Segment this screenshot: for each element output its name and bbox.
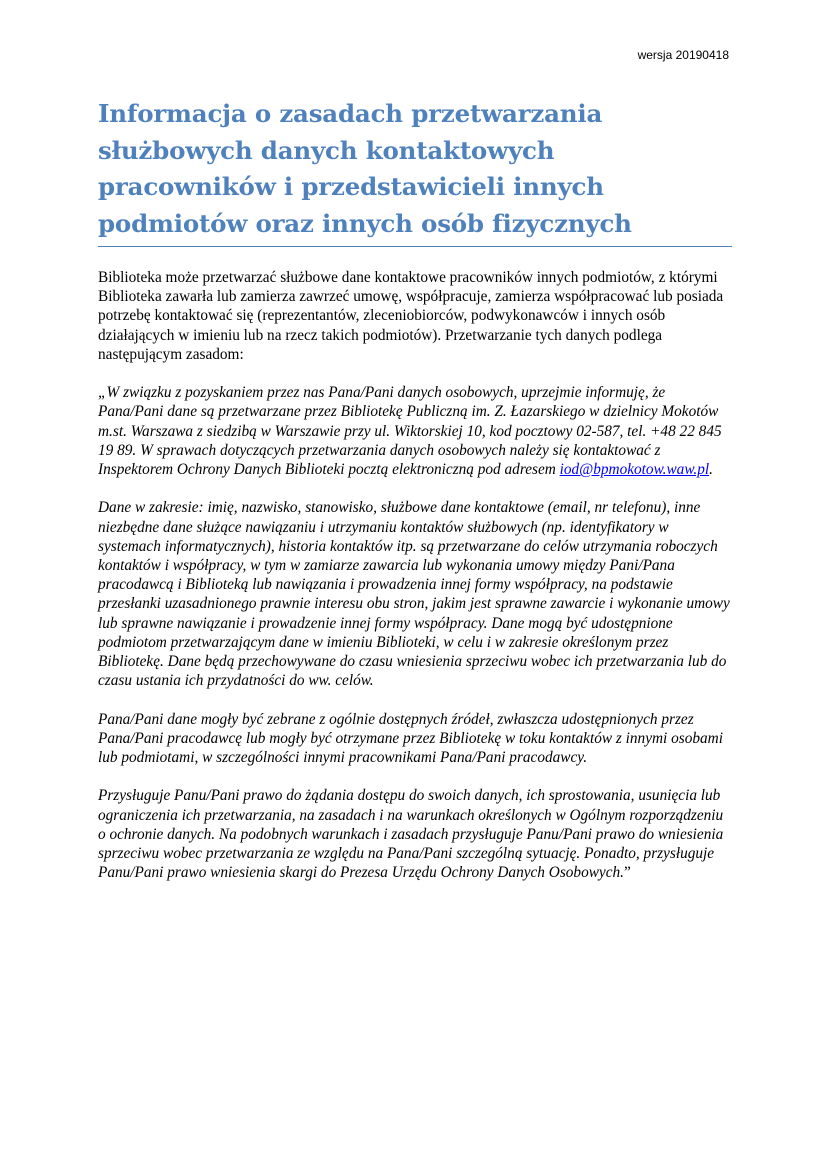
clause-rights-text: Przysługuje Panu/Pani prawo do żądania dostępu do swoich danych, ich sprostowania, usunięcia lub ograniczenia ich przetwarzania, na zasadach i na warunkach określonych w Ogólnym rozporządzeniu o ochronie danych. Na podobnych warunkach i zasadach przysługuje Panu/Pani prawo do wniesienia sprzeciwu wobec przetwarzania ze względu na Pana/Pani szczególną sytuację. Ponadto, przysługuje Panu/Pani prawo wniesienia skargi do Prezesa Urzędu Ochrony Danych Osobowych. xyxy=(98,787,724,882)
clause-data-scope: Dane w zakresie: imię, nazwisko, stanowisko, służbowe dane kontaktowe (email, nr telefonu), inne niezbędne dane służące nawiązaniu i utrzymaniu kontaktów służbowych (np. identyfikatory w systemach informatycznych), historia kontaktów itp. są przetwarzane do celów utrzymania roboczych kontaktów i współpracy, w tym w zamiarze zawarcia lub wykonania umowy między Pani/Pana pracodawcą i Biblioteką lub nawiązania i prowadzenia innej formy współpracy, na podstawie przesłanki uzasadnionego prawnie interesu obu stron, jakim jest sprawne zawarcie i wykonanie umowy lub sprawne nawiązanie i prowadzenie innej formy współpracy. Dane mogą być udostępnione podmiotom przetwarzającym dane w imieniu Biblioteki, w celu i w zakresie określonym przez Bibliotekę. Dane będą przechowywane do czasu wniesienia sprzeciwu wobec ich przetwarzania lub do czasu ustania ich przydatności do ww. celów. xyxy=(98,499,730,690)
closing-quote: ” xyxy=(623,864,631,882)
clause-controller-info xyxy=(98,383,734,479)
version-label: wersja 20190418 xyxy=(637,48,729,62)
clause-controller-text: „W związku z pozyskaniem przez nas Pana/Pani danych osobowych, uprzejmie informuję, że Pana/Pani dane są przetwarzane przez Bibliotekę Publiczną im. Z. Łazarskiego w dzielnicy Mokotów m.st. Warszawa z siedzibą w Warszawie przy ul. Wiktorskiej 10, kod pocztowy 02-587, tel. +48 22 845 19 89. W sprawach dotyczących przetwarzania danych osobowych należy się kontaktować z Inspektorem Ochrony Danych Biblioteki pocztą elektroniczną pod adresem xyxy=(98,384,722,479)
title-underline xyxy=(98,246,732,247)
clause-controller-end: . xyxy=(709,461,713,479)
clause-rights xyxy=(98,786,734,882)
intro-paragraph: Biblioteka może przetwarzać służbowe dane kontaktowe pracowników innych podmiotów, z którymi Biblioteka zawarła lub zamierza zawrzeć umowę, współpracuje, zamierza współpracować lub posiada potrzebę kontaktować się (reprezentantów, zleceniobiorców, podwykonawców i innych osób działających w imieniu lub na rzecz takich podmiotów). Przetwarzanie tych danych podlega następującym zasadom: xyxy=(98,269,724,363)
document-body xyxy=(98,268,734,902)
document-title: Informacja o zasadach przetwarzania służbowych danych kontaktowych pracowników i przedstawicieli innych podmiotów oraz innych osób fizycznych xyxy=(98,99,632,238)
clause-data-sources: Pana/Pani dane mogły być zebrane z ogólnie dostępnych źródeł, zwłaszcza udostępnionych przez Pana/Pani pracodawcę lub mogły być otrzymane przez Bibliotekę w toku kontaktów z innymi osobami lub podmiotami, w szczególności innymi pracownikami Pana/Pani pracodawcy. xyxy=(98,710,723,767)
iod-email-link[interactable]: iod@bpmokotow.waw.pl xyxy=(559,461,710,479)
